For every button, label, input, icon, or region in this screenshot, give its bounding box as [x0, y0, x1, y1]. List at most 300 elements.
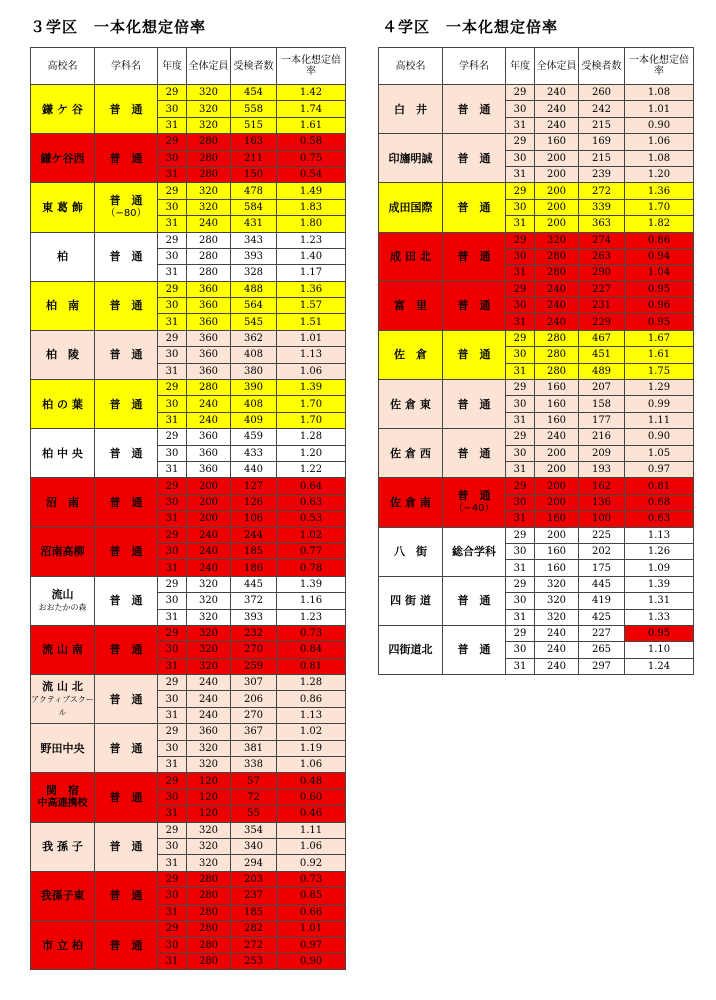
applicants-cell: 244: [231, 527, 277, 543]
applicants-cell: 282: [231, 920, 277, 936]
capacity-cell: 280: [187, 166, 231, 182]
ratio-cell: 1.20: [625, 166, 694, 182]
department-cell: [95, 773, 158, 822]
capacity-cell: 280: [187, 150, 231, 166]
capacity-cell: 360: [187, 724, 231, 740]
applicants-cell: 232: [231, 625, 277, 641]
applicants-cell: 339: [579, 199, 625, 215]
school-name: 我 孫 子: [42, 840, 83, 854]
year-cell: 30: [158, 199, 187, 215]
applicants-cell: 206: [231, 691, 277, 707]
ratio-cell: 1.83: [277, 199, 346, 215]
applicants-cell: 259: [231, 658, 277, 674]
applicants-cell: 409: [231, 412, 277, 428]
capacity-cell: 320: [187, 101, 231, 117]
department-cell: [95, 871, 158, 920]
department-cell: [95, 380, 158, 429]
capacity-cell: 320: [187, 609, 231, 625]
table-row: [379, 429, 694, 445]
year-cell: 31: [506, 461, 535, 477]
applicants-cell: 209: [579, 445, 625, 461]
department-cell: [95, 85, 158, 134]
capacity-cell: 240: [187, 543, 231, 559]
year-cell: 30: [158, 838, 187, 854]
applicants-cell: 431: [231, 216, 277, 232]
school-name: 柏: [57, 250, 68, 264]
department-cell: [95, 920, 158, 969]
applicants-cell: 467: [579, 330, 625, 346]
header-year: 年度: [506, 48, 535, 85]
capacity-cell: 200: [535, 216, 579, 232]
capacity-cell: 280: [187, 232, 231, 248]
school-name: 成田国際: [388, 200, 433, 214]
year-cell: 29: [506, 183, 535, 199]
school-name: 流 山 南: [42, 643, 83, 657]
school-name-cell: [31, 822, 95, 871]
ratio-cell: 0.53: [277, 511, 346, 527]
capacity-cell: 200: [187, 494, 231, 510]
year-cell: 29: [158, 281, 187, 297]
school-name-cell: [379, 478, 443, 527]
ratio-cell: 1.20: [277, 445, 346, 461]
year-cell: 29: [158, 724, 187, 740]
year-cell: 31: [506, 560, 535, 576]
department-cell: [95, 675, 158, 724]
year-cell: 29: [158, 871, 187, 887]
year-cell: 31: [158, 216, 187, 232]
table-row: [379, 134, 694, 150]
ratio-cell: 0.90: [625, 429, 694, 445]
capacity-cell: 200: [535, 199, 579, 215]
capacity-cell: 280: [535, 347, 579, 363]
year-cell: 31: [158, 757, 187, 773]
capacity-cell: 120: [187, 773, 231, 789]
year-cell: 29: [506, 330, 535, 346]
year-cell: 30: [506, 101, 535, 117]
ratio-cell: 1.70: [277, 412, 346, 428]
capacity-cell: 240: [535, 85, 579, 101]
table-row: [31, 281, 346, 297]
table-row: [379, 576, 694, 592]
school-name-cell: [379, 85, 443, 134]
ratio-cell: 0.68: [625, 494, 694, 510]
ratio-cell: 1.06: [277, 838, 346, 854]
table-row: [379, 281, 694, 297]
school-name-cell: [379, 330, 443, 379]
year-cell: 31: [158, 265, 187, 281]
capacity-cell: 240: [187, 707, 231, 723]
ratio-cell: 0.97: [277, 937, 346, 953]
ratio-cell: 1.11: [625, 412, 694, 428]
year-cell: 30: [158, 101, 187, 117]
applicants-cell: 307: [231, 675, 277, 691]
school-name: 柏 陵: [46, 348, 79, 362]
applicants-cell: 440: [231, 461, 277, 477]
department-name: 普 通: [109, 446, 143, 460]
year-cell: 31: [506, 117, 535, 133]
school-name-cell: [31, 183, 95, 232]
department-name: 普 通: [457, 151, 491, 165]
school-name: 東 葛 飾: [42, 200, 83, 214]
capacity-cell: 200: [535, 527, 579, 543]
school-name: 鎌ケ谷西: [40, 151, 85, 165]
school-name-cell: [31, 920, 95, 969]
year-cell: 29: [506, 134, 535, 150]
applicants-cell: 419: [579, 593, 625, 609]
ratio-cell: 1.61: [277, 117, 346, 133]
capacity-cell: 240: [535, 117, 579, 133]
applicants-cell: 185: [231, 543, 277, 559]
capacity-cell: 360: [187, 363, 231, 379]
capacity-cell: 320: [535, 232, 579, 248]
header-capacity: 全体定員: [535, 48, 579, 85]
capacity-cell: 320: [187, 757, 231, 773]
capacity-cell: 240: [187, 691, 231, 707]
ratio-cell: 1.13: [277, 347, 346, 363]
ratio-cell: 1.05: [625, 445, 694, 461]
capacity-cell: 200: [535, 461, 579, 477]
capacity-cell: 280: [187, 134, 231, 150]
department-cell: [95, 576, 158, 625]
ratio-cell: 0.73: [277, 625, 346, 641]
ratio-cell: 0.97: [625, 461, 694, 477]
year-cell: 29: [158, 134, 187, 150]
department-name: 普 通: [457, 397, 491, 411]
year-cell: 31: [158, 461, 187, 477]
applicants-cell: 425: [579, 609, 625, 625]
table-row: [31, 232, 346, 248]
year-cell: 31: [158, 511, 187, 527]
year-cell: 31: [158, 166, 187, 182]
capacity-cell: 320: [535, 593, 579, 609]
ratio-cell: 1.01: [625, 101, 694, 117]
applicants-cell: 229: [579, 314, 625, 330]
school-name: 四街道北: [388, 643, 433, 657]
school-name-cell: [31, 527, 95, 576]
capacity-cell: 200: [535, 150, 579, 166]
school-name-cell: [379, 281, 443, 330]
applicants-cell: 270: [231, 642, 277, 658]
table-row: [31, 429, 346, 445]
year-cell: 31: [158, 117, 187, 133]
applicants-cell: 193: [579, 461, 625, 477]
capacity-cell: 280: [187, 248, 231, 264]
school-name-cell: [31, 85, 95, 134]
applicants-cell: 270: [231, 707, 277, 723]
school-name-cell: [31, 773, 95, 822]
department-name: 普 通: [109, 594, 143, 608]
capacity-cell: 160: [535, 396, 579, 412]
applicants-cell: 57: [231, 773, 277, 789]
ratio-cell: 0.95: [625, 281, 694, 297]
year-cell: 30: [506, 150, 535, 166]
ratio-cell: 1.26: [625, 543, 694, 559]
capacity-cell: 240: [187, 412, 231, 428]
year-cell: 31: [506, 658, 535, 674]
year-cell: 30: [158, 593, 187, 609]
school-name: 八 街: [394, 545, 427, 559]
applicants-cell: 227: [579, 625, 625, 641]
department-cell: [443, 527, 506, 576]
department-cell: [95, 183, 158, 232]
capacity-cell: 200: [187, 511, 231, 527]
school-name: 流山: [51, 587, 74, 601]
capacity-cell: 280: [187, 937, 231, 953]
school-name-cell: [379, 576, 443, 625]
capacity-cell: 320: [187, 658, 231, 674]
department-cell: [95, 822, 158, 871]
year-cell: 30: [506, 593, 535, 609]
table-row: [31, 871, 346, 887]
table-row: [379, 478, 694, 494]
capacity-cell: 320: [187, 199, 231, 215]
capacity-cell: 320: [187, 593, 231, 609]
capacity-cell: 320: [187, 740, 231, 756]
header-capacity: 全体定員: [187, 48, 231, 85]
school-name-sub: 中高連携校: [37, 798, 88, 810]
header-applicants: 受検者数: [579, 48, 625, 85]
year-cell: 30: [158, 888, 187, 904]
ratio-cell: 0.46: [277, 806, 346, 822]
applicants-cell: 290: [579, 265, 625, 281]
header-ratio: 一本化想定倍率: [625, 48, 694, 85]
table-row: [31, 85, 346, 101]
ratio-cell: 1.39: [625, 576, 694, 592]
applicants-cell: 203: [231, 871, 277, 887]
ratio-cell: 0.85: [277, 888, 346, 904]
department-name: 普 通: [457, 348, 491, 362]
capacity-cell: 360: [187, 445, 231, 461]
school-name: 成 田 北: [390, 250, 431, 264]
ratio-cell: 1.22: [277, 461, 346, 477]
table-row: [379, 232, 694, 248]
ratio-cell: 1.70: [625, 199, 694, 215]
year-cell: 30: [506, 494, 535, 510]
applicants-cell: 390: [231, 380, 277, 396]
applicants-cell: 211: [231, 150, 277, 166]
department-cell: [95, 232, 158, 281]
table-row: [31, 527, 346, 543]
school-name-cell: [31, 134, 95, 183]
applicants-cell: 393: [231, 248, 277, 264]
year-cell: 31: [506, 166, 535, 182]
ratio-cell: 0.94: [625, 248, 694, 264]
school-name: 沼 南: [46, 495, 79, 509]
header-department: 学科名: [443, 48, 506, 85]
department-name: 普 通: [457, 250, 491, 264]
ratio-cell: 1.06: [277, 363, 346, 379]
applicants-cell: 215: [579, 117, 625, 133]
capacity-cell: 320: [187, 642, 231, 658]
table-row: [31, 183, 346, 199]
applicants-cell: 136: [579, 494, 625, 510]
year-cell: 31: [158, 855, 187, 871]
applicants-cell: 380: [231, 363, 277, 379]
header-school: 高校名: [31, 48, 95, 85]
applicants-cell: 253: [231, 953, 277, 969]
school-name-cell: [379, 625, 443, 674]
year-cell: 31: [506, 609, 535, 625]
ratio-cell: 1.49: [277, 183, 346, 199]
applicants-cell: 272: [231, 937, 277, 953]
school-name: 柏 南: [46, 299, 79, 313]
year-cell: 29: [158, 625, 187, 641]
applicants-cell: 294: [231, 855, 277, 871]
department-cell: [95, 724, 158, 773]
department-cell: [95, 625, 158, 674]
district-4-ratio-table: [378, 47, 694, 675]
capacity-cell: 280: [535, 265, 579, 281]
year-cell: 29: [158, 330, 187, 346]
department-name: 総合学科: [452, 545, 496, 559]
capacity-cell: 160: [535, 543, 579, 559]
school-name-sub: アクティブスクール: [31, 694, 94, 717]
ratio-cell: 1.09: [625, 560, 694, 576]
department-cell: [443, 380, 506, 429]
applicants-cell: 408: [231, 396, 277, 412]
department-cell: [95, 478, 158, 527]
applicants-cell: 263: [579, 248, 625, 264]
applicants-cell: 150: [231, 166, 277, 182]
school-name-cell: [31, 281, 95, 330]
department-name: 普 通: [109, 840, 143, 854]
capacity-cell: 160: [535, 511, 579, 527]
district-3-ratio-table: [30, 47, 346, 970]
department-cell: [443, 429, 506, 478]
capacity-cell: 320: [535, 609, 579, 625]
year-cell: 29: [506, 380, 535, 396]
school-name-cell: [31, 330, 95, 379]
capacity-cell: 280: [535, 248, 579, 264]
capacity-cell: 360: [187, 330, 231, 346]
ratio-cell: 1.10: [625, 642, 694, 658]
ratio-cell: 1.19: [277, 740, 346, 756]
year-cell: 30: [158, 150, 187, 166]
applicants-cell: 227: [579, 281, 625, 297]
year-cell: 31: [506, 412, 535, 428]
department-cell: [443, 134, 506, 183]
year-cell: 30: [158, 298, 187, 314]
year-cell: 29: [506, 527, 535, 543]
applicants-cell: 127: [231, 478, 277, 494]
table-row: [31, 822, 346, 838]
year-cell: 31: [158, 412, 187, 428]
table-header-row: [31, 48, 346, 85]
header-department: 学科名: [95, 48, 158, 85]
applicants-cell: 207: [579, 380, 625, 396]
ratio-cell: 1.01: [277, 330, 346, 346]
table-row: [31, 380, 346, 396]
capacity-cell: 320: [187, 85, 231, 101]
applicants-cell: 202: [579, 543, 625, 559]
table-row: [379, 85, 694, 101]
applicants-cell: 564: [231, 298, 277, 314]
applicants-cell: 488: [231, 281, 277, 297]
school-name: 印旛明誠: [388, 151, 433, 165]
applicants-cell: 106: [231, 511, 277, 527]
applicants-cell: 237: [231, 888, 277, 904]
year-cell: 29: [158, 773, 187, 789]
ratio-cell: 0.96: [625, 298, 694, 314]
ratio-cell: 1.13: [277, 707, 346, 723]
applicants-cell: 584: [231, 199, 277, 215]
capacity-cell: 240: [535, 642, 579, 658]
school-name-cell: [31, 724, 95, 773]
capacity-cell: 240: [535, 625, 579, 641]
applicants-cell: 55: [231, 806, 277, 822]
capacity-cell: 280: [187, 871, 231, 887]
year-cell: 31: [506, 511, 535, 527]
year-cell: 29: [158, 183, 187, 199]
year-cell: 30: [158, 347, 187, 363]
ratio-cell: 0.54: [277, 166, 346, 182]
applicants-cell: 242: [579, 101, 625, 117]
school-name-cell: [31, 871, 95, 920]
applicants-cell: 225: [579, 527, 625, 543]
year-cell: 30: [158, 248, 187, 264]
department-name: 普 通: [109, 889, 143, 903]
year-cell: 29: [158, 85, 187, 101]
school-name-cell: [31, 429, 95, 478]
year-cell: 30: [506, 642, 535, 658]
applicants-cell: 169: [579, 134, 625, 150]
table-row: [31, 773, 346, 789]
school-name: 鎌 ケ 谷: [42, 102, 83, 116]
department-cell: [443, 576, 506, 625]
year-cell: 30: [506, 445, 535, 461]
ratio-cell: 1.31: [625, 593, 694, 609]
applicants-cell: 363: [579, 216, 625, 232]
year-cell: 29: [158, 675, 187, 691]
ratio-cell: 1.40: [277, 248, 346, 264]
table-row: [31, 576, 346, 592]
school-name-cell: [379, 380, 443, 429]
capacity-cell: 320: [187, 855, 231, 871]
department-name: 普 通: [109, 938, 143, 952]
year-cell: 30: [506, 199, 535, 215]
ratio-cell: 1.13: [625, 527, 694, 543]
department-cell: [443, 232, 506, 281]
school-name-cell: [31, 380, 95, 429]
ratio-cell: 1.61: [625, 347, 694, 363]
capacity-cell: 360: [187, 429, 231, 445]
ratio-cell: 1.11: [277, 822, 346, 838]
ratio-cell: 1.39: [277, 576, 346, 592]
ratio-cell: 0.95: [625, 625, 694, 641]
applicants-cell: 545: [231, 314, 277, 330]
applicants-cell: 186: [231, 560, 277, 576]
capacity-cell: 200: [535, 166, 579, 182]
department-cell: [95, 429, 158, 478]
ratio-cell: 1.28: [277, 675, 346, 691]
department-name: 普 通: [109, 643, 143, 657]
ratio-cell: 0.84: [277, 642, 346, 658]
ratio-cell: 0.92: [277, 855, 346, 871]
table-row: [31, 134, 346, 150]
ratio-cell: 1.29: [625, 380, 694, 396]
applicants-cell: 126: [231, 494, 277, 510]
school-name-cell: [31, 625, 95, 674]
applicants-cell: 454: [231, 85, 277, 101]
capacity-cell: 320: [187, 183, 231, 199]
table-row: [379, 330, 694, 346]
year-cell: 30: [506, 248, 535, 264]
ratio-cell: 0.73: [277, 871, 346, 887]
school-name-cell: [379, 429, 443, 478]
department-name: 普 通: [109, 250, 143, 264]
school-name-cell: [31, 675, 95, 724]
year-cell: 31: [158, 314, 187, 330]
